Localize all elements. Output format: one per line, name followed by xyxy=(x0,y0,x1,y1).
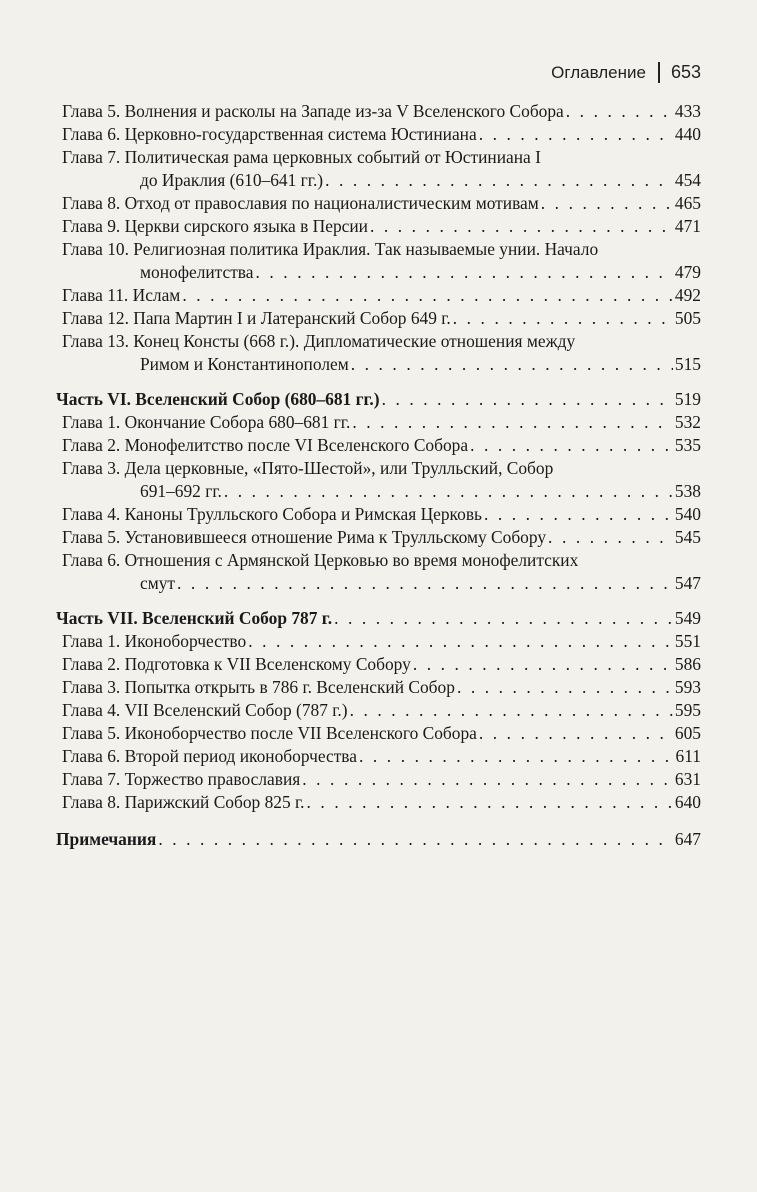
toc-entry-title: Глава 7. Политическая рама церковных событий от Юстиниана I xyxy=(62,147,541,167)
dot-leader xyxy=(413,653,673,676)
toc-entry-title: монофелитства xyxy=(140,262,254,282)
dot-leader xyxy=(351,353,673,376)
toc-chapter-entry xyxy=(56,549,701,595)
toc-chapter-entry xyxy=(56,676,701,699)
toc-page-number: 505 xyxy=(674,308,701,328)
dot-leader xyxy=(224,480,673,503)
dot-leader xyxy=(479,722,673,745)
toc-entry-title: смут xyxy=(140,573,176,593)
toc-entry-title: Часть VII. Вселенский Собор 787 г. xyxy=(56,608,333,628)
dot-leader xyxy=(177,572,673,595)
toc-chapter-entry xyxy=(56,745,701,768)
dot-leader xyxy=(302,768,673,791)
toc-entry-title: Примечания xyxy=(56,829,157,849)
toc-page-number: 454 xyxy=(674,170,701,190)
dot-leader xyxy=(248,630,673,653)
toc-entry-title: Глава 5. Иконоборчество после VII Вселенского Собора xyxy=(62,723,477,743)
toc-entry-title: Глава 5. Волнения и расколы на Западе из-за V Вселенского Собора xyxy=(62,101,564,121)
toc-page-number: 549 xyxy=(674,608,701,628)
dot-leader xyxy=(370,215,673,238)
toc-entry-title: Глава 2. Подготовка к VII Вселенскому Собору xyxy=(62,654,411,674)
dot-leader xyxy=(484,503,673,526)
dot-leader xyxy=(334,607,673,630)
toc-chapter-entry xyxy=(56,192,701,215)
dot-leader xyxy=(352,411,673,434)
toc-page-number: 535 xyxy=(674,435,701,455)
toc-notes-entry xyxy=(56,828,701,851)
table-of-contents xyxy=(56,100,701,851)
toc-entry-title: Глава 3. Попытка открыть в 786 г. Вселенский Собор xyxy=(62,677,455,697)
toc-chapter-entry xyxy=(56,503,701,526)
toc-entry-title: 691–692 гг. xyxy=(140,481,222,501)
toc-entry-title: Глава 6. Церковно-государственная система Юстиниана xyxy=(62,124,477,144)
toc-page-number: 551 xyxy=(674,631,701,651)
running-head xyxy=(551,62,701,83)
toc-chapter-entry xyxy=(56,307,701,330)
toc-part-entry xyxy=(56,388,701,411)
dot-leader xyxy=(307,791,673,814)
toc-chapter-entry xyxy=(56,699,701,722)
toc-page-number: 519 xyxy=(674,389,701,409)
dot-leader xyxy=(382,388,673,411)
toc-chapter-entry xyxy=(56,100,701,123)
toc-page-number: 440 xyxy=(674,124,701,144)
toc-entry-title: Глава 4. Каноны Трулльского Собора и Римская Церковь xyxy=(62,504,482,524)
toc-chapter-entry xyxy=(56,526,701,549)
toc-page-number: 479 xyxy=(674,262,701,282)
dot-leader xyxy=(256,261,673,284)
toc-page-number: 433 xyxy=(674,101,701,121)
toc-page-number: 492 xyxy=(674,285,701,305)
toc-chapter-entry xyxy=(56,146,701,192)
toc-page-number: 631 xyxy=(674,769,701,789)
toc-page-number: 540 xyxy=(674,504,701,524)
toc-page-number: 647 xyxy=(674,829,701,849)
toc-entry-title: Глава 2. Монофелитство после VI Вселенского Собора xyxy=(62,435,469,455)
toc-page-number: 515 xyxy=(674,354,701,374)
dot-leader xyxy=(453,307,673,330)
dot-leader xyxy=(541,192,673,215)
section-title: Оглавление xyxy=(551,62,646,82)
toc-entry-title: Глава 4. VII Вселенский Собор (787 г.) xyxy=(62,700,348,720)
toc-entry-title: Глава 8. Парижский Собор 825 г. xyxy=(62,792,305,812)
toc-page-number: 611 xyxy=(675,746,701,766)
toc-chapter-entry xyxy=(56,215,701,238)
toc-entry-title: Глава 6. Второй период иконоборчества xyxy=(62,746,358,766)
toc-part-entry xyxy=(56,607,701,630)
toc-entry-title: Глава 13. Конец Консты (668 г.). Дипломатические отношения между xyxy=(62,331,576,351)
toc-entry-title: Глава 12. Папа Мартин I и Латеранский Собор 649 г. xyxy=(62,308,451,328)
toc-chapter-entry xyxy=(56,653,701,676)
toc-page-number: 532 xyxy=(674,412,701,432)
toc-entry-title: до Ираклия (610–641 гг.) xyxy=(140,170,324,190)
toc-chapter-entry xyxy=(56,284,701,307)
dot-leader xyxy=(470,434,673,457)
toc-page-number: 640 xyxy=(674,792,701,812)
toc-page-number: 593 xyxy=(674,677,701,697)
toc-entry-title: Глава 5. Установившееся отношение Рима к Трулльскому Собору xyxy=(62,527,547,547)
dot-leader xyxy=(479,123,673,146)
toc-chapter-entry xyxy=(56,630,701,653)
dot-leader xyxy=(548,526,673,549)
dot-leader xyxy=(457,676,673,699)
header-divider xyxy=(658,62,660,83)
toc-entry-title: Глава 10. Религиозная политика Ираклия. Так называемые унии. Начало xyxy=(62,239,599,259)
toc-chapter-entry xyxy=(56,722,701,745)
toc-entry-title: Глава 9. Церкви сирского языка в Персии xyxy=(62,216,368,236)
toc-entry-title: Глава 3. Дела церковные, «Пято-Шестой», или Трулльский, Собор xyxy=(62,458,554,478)
toc-entry-title: Глава 6. Отношения с Армянской Церковью во время монофелитских xyxy=(62,550,579,570)
toc-page-number: 465 xyxy=(674,193,701,213)
toc-chapter-entry xyxy=(56,768,701,791)
toc-page-number: 605 xyxy=(674,723,701,743)
toc-chapter-entry xyxy=(56,457,701,503)
page-number: 653 xyxy=(670,62,701,82)
dot-leader xyxy=(350,699,673,722)
toc-entry-title: Часть VI. Вселенский Собор (680–681 гг.) xyxy=(56,389,380,409)
dot-leader xyxy=(182,284,673,307)
toc-chapter-entry xyxy=(56,330,701,376)
toc-chapter-entry xyxy=(56,411,701,434)
dot-leader xyxy=(158,828,673,851)
toc-page-number: 547 xyxy=(674,573,701,593)
toc-entry-title: Глава 11. Ислам xyxy=(62,285,181,305)
toc-chapter-entry xyxy=(56,434,701,457)
dot-leader xyxy=(325,169,673,192)
toc-chapter-entry xyxy=(56,238,701,284)
toc-page-number: 471 xyxy=(674,216,701,236)
dot-leader xyxy=(359,745,674,768)
toc-page-number: 586 xyxy=(674,654,701,674)
dot-leader xyxy=(566,100,673,123)
toc-page-number: 538 xyxy=(674,481,701,501)
toc-entry-title: Глава 1. Иконоборчество xyxy=(62,631,247,651)
toc-entry-title: Римом и Константинополем xyxy=(140,354,349,374)
toc-entry-title: Глава 7. Торжество православия xyxy=(62,769,301,789)
toc-chapter-entry xyxy=(56,791,701,814)
toc-entry-title: Глава 8. Отход от православия по националистическим мотивам xyxy=(62,193,539,213)
toc-page-number: 545 xyxy=(674,527,701,547)
toc-page-number: 595 xyxy=(674,700,701,720)
toc-entry-title: Глава 1. Окончание Собора 680–681 гг. xyxy=(62,412,351,432)
toc-chapter-entry xyxy=(56,123,701,146)
